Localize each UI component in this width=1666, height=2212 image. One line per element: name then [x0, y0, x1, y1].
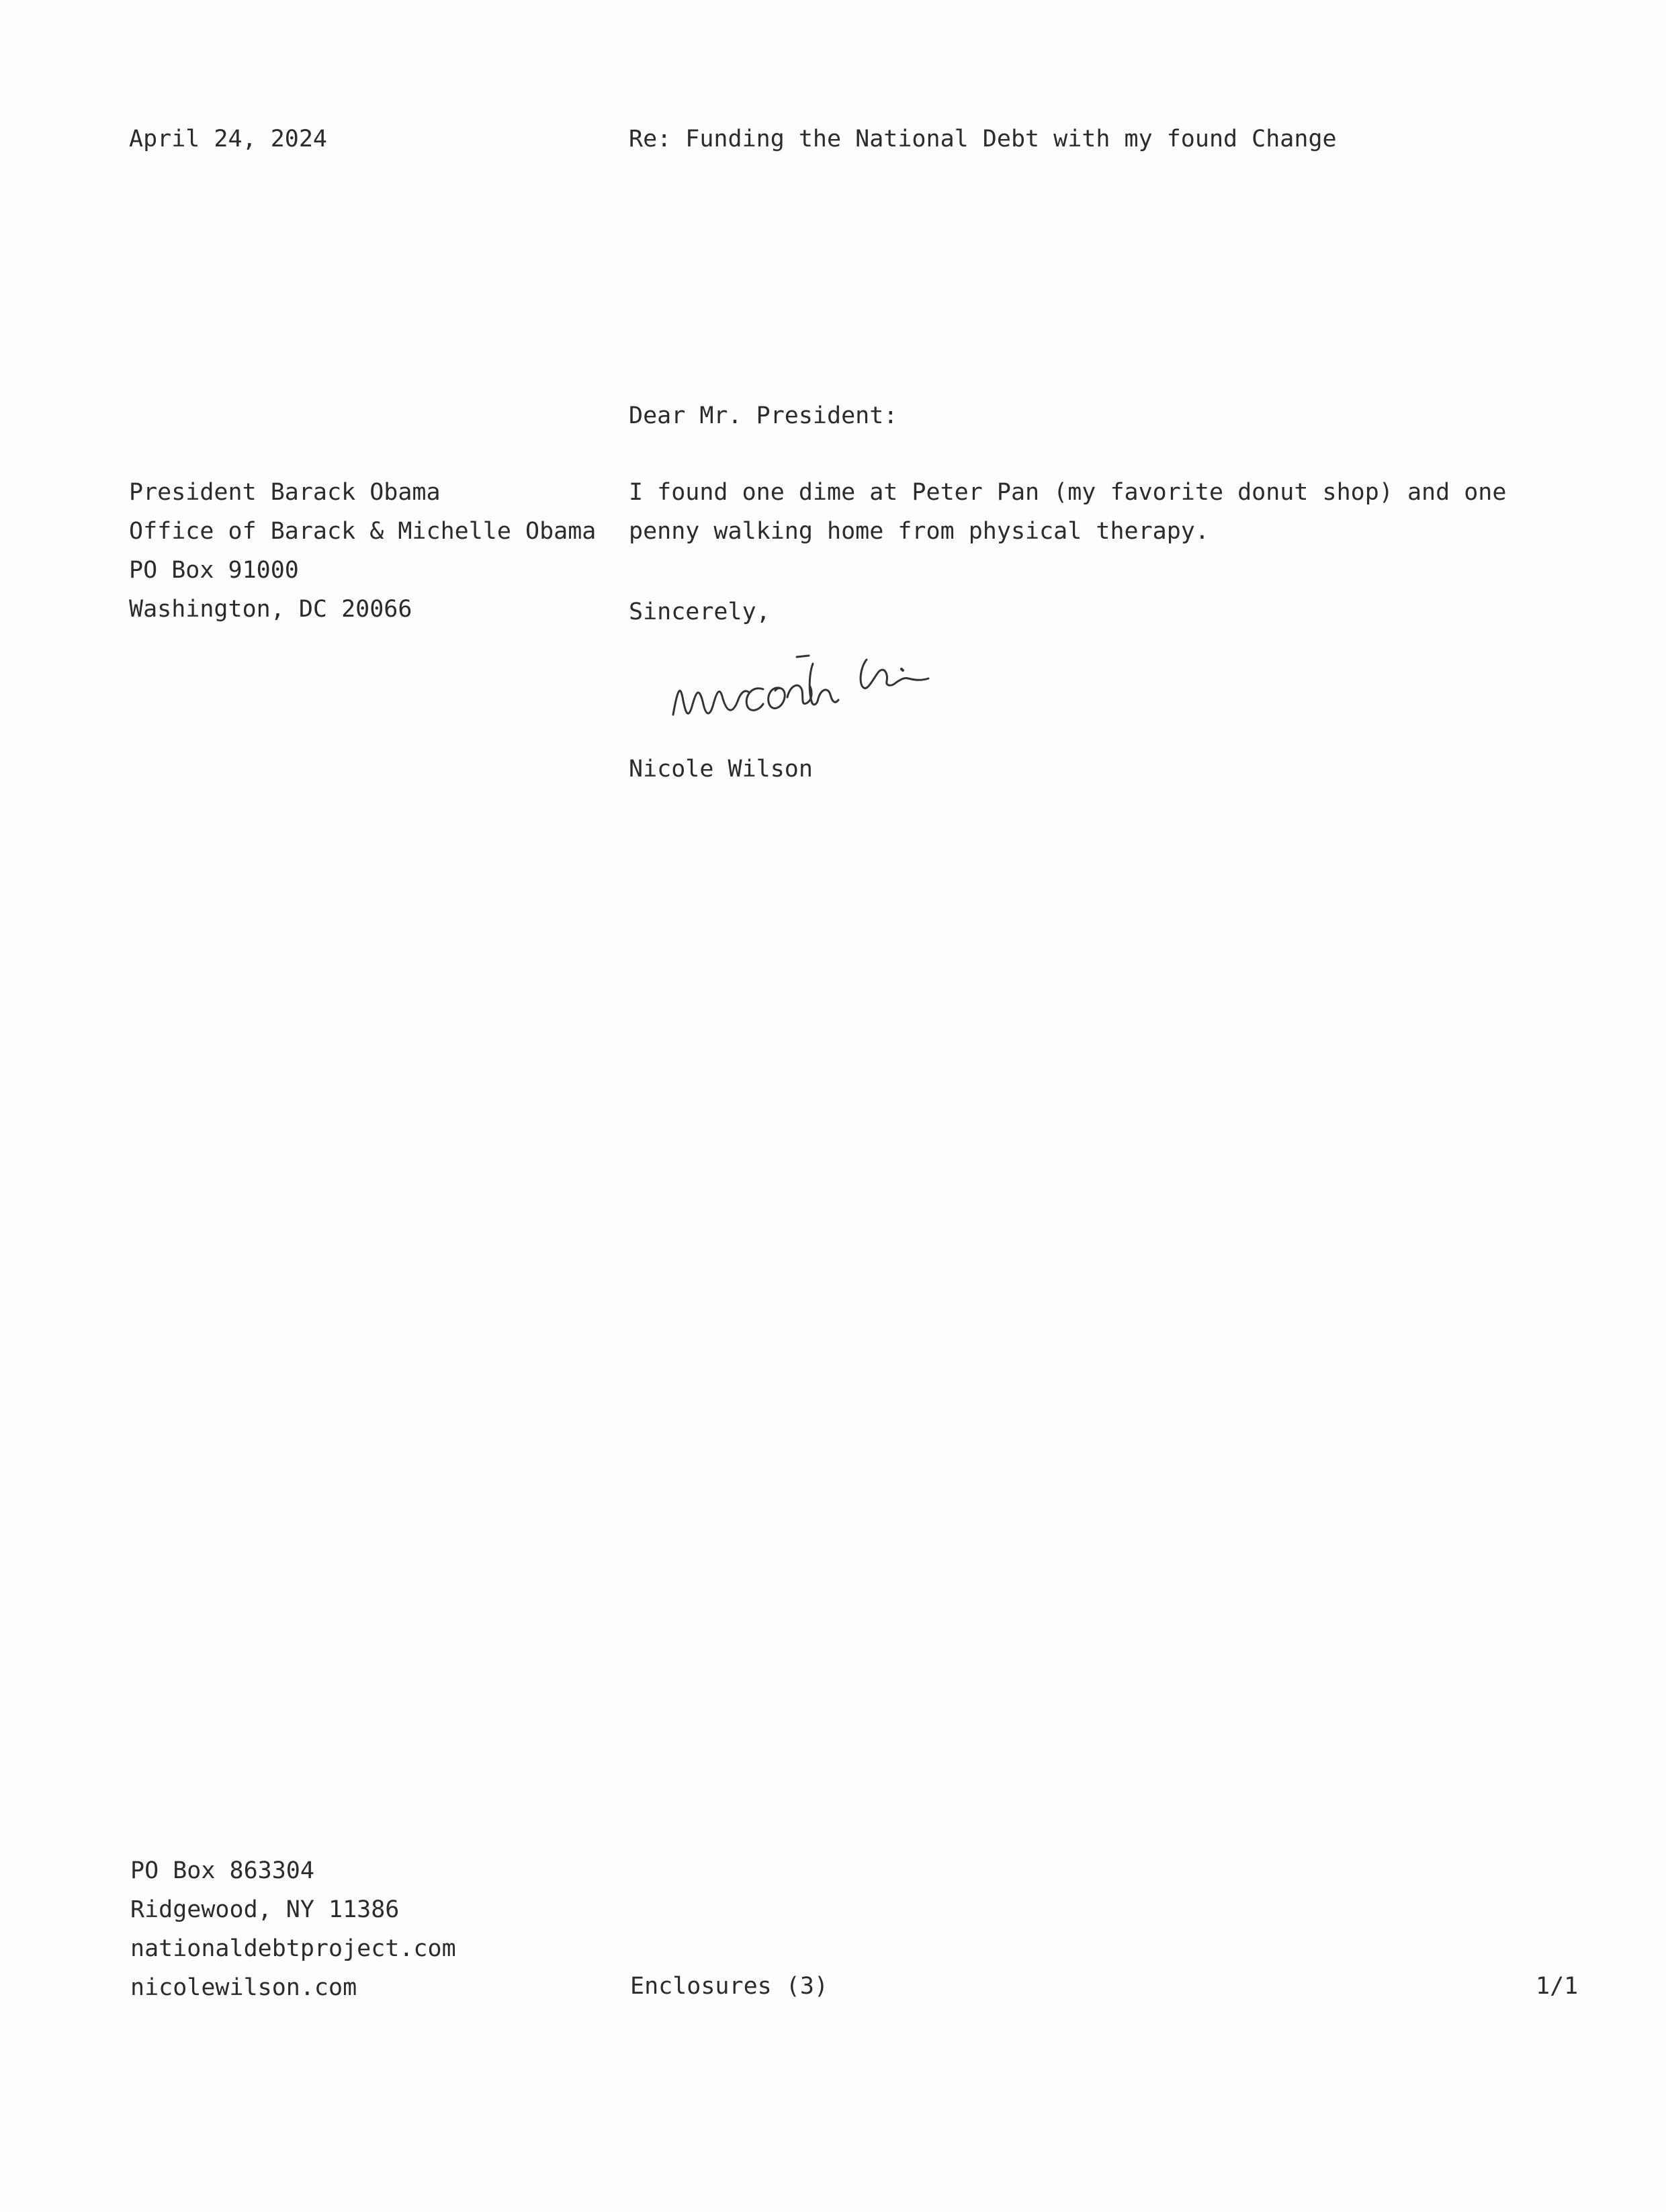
recipient-name: President Barack Obama	[129, 479, 441, 506]
body-line: I found one dime at Peter Pan (my favorite donut shop) and one	[629, 479, 1507, 506]
letter-subject: Re: Funding the National Debt with my found Change	[629, 126, 1337, 152]
signer-name: Nicole Wilson	[629, 756, 813, 783]
recipient-po-box: PO Box 91000	[129, 557, 299, 584]
letter-body	[629, 473, 1506, 551]
sender-po-box: PO Box 863304	[130, 1857, 314, 1884]
recipient-city: Washington, DC 20066	[129, 596, 412, 623]
sender-address	[130, 1851, 456, 2007]
page-number: 1/1	[1536, 1973, 1579, 2000]
enclosures-note: Enclosures (3)	[630, 1973, 829, 2000]
salutation: Dear Mr. President:	[629, 402, 898, 429]
recipient-office: Office of Barack & Michelle Obama	[129, 518, 597, 545]
sender-website: nationaldebtproject.com	[130, 1935, 456, 1962]
recipient-address	[129, 473, 596, 629]
body-line: penny walking home from physical therapy.	[629, 518, 1209, 545]
sender-website: nicolewilson.com	[130, 1974, 357, 2001]
closing: Sincerely,	[629, 599, 771, 625]
handwritten-signature	[665, 645, 988, 739]
letter-date: April 24, 2024	[129, 126, 328, 152]
sender-city: Ridgewood, NY 11386	[130, 1896, 400, 1923]
